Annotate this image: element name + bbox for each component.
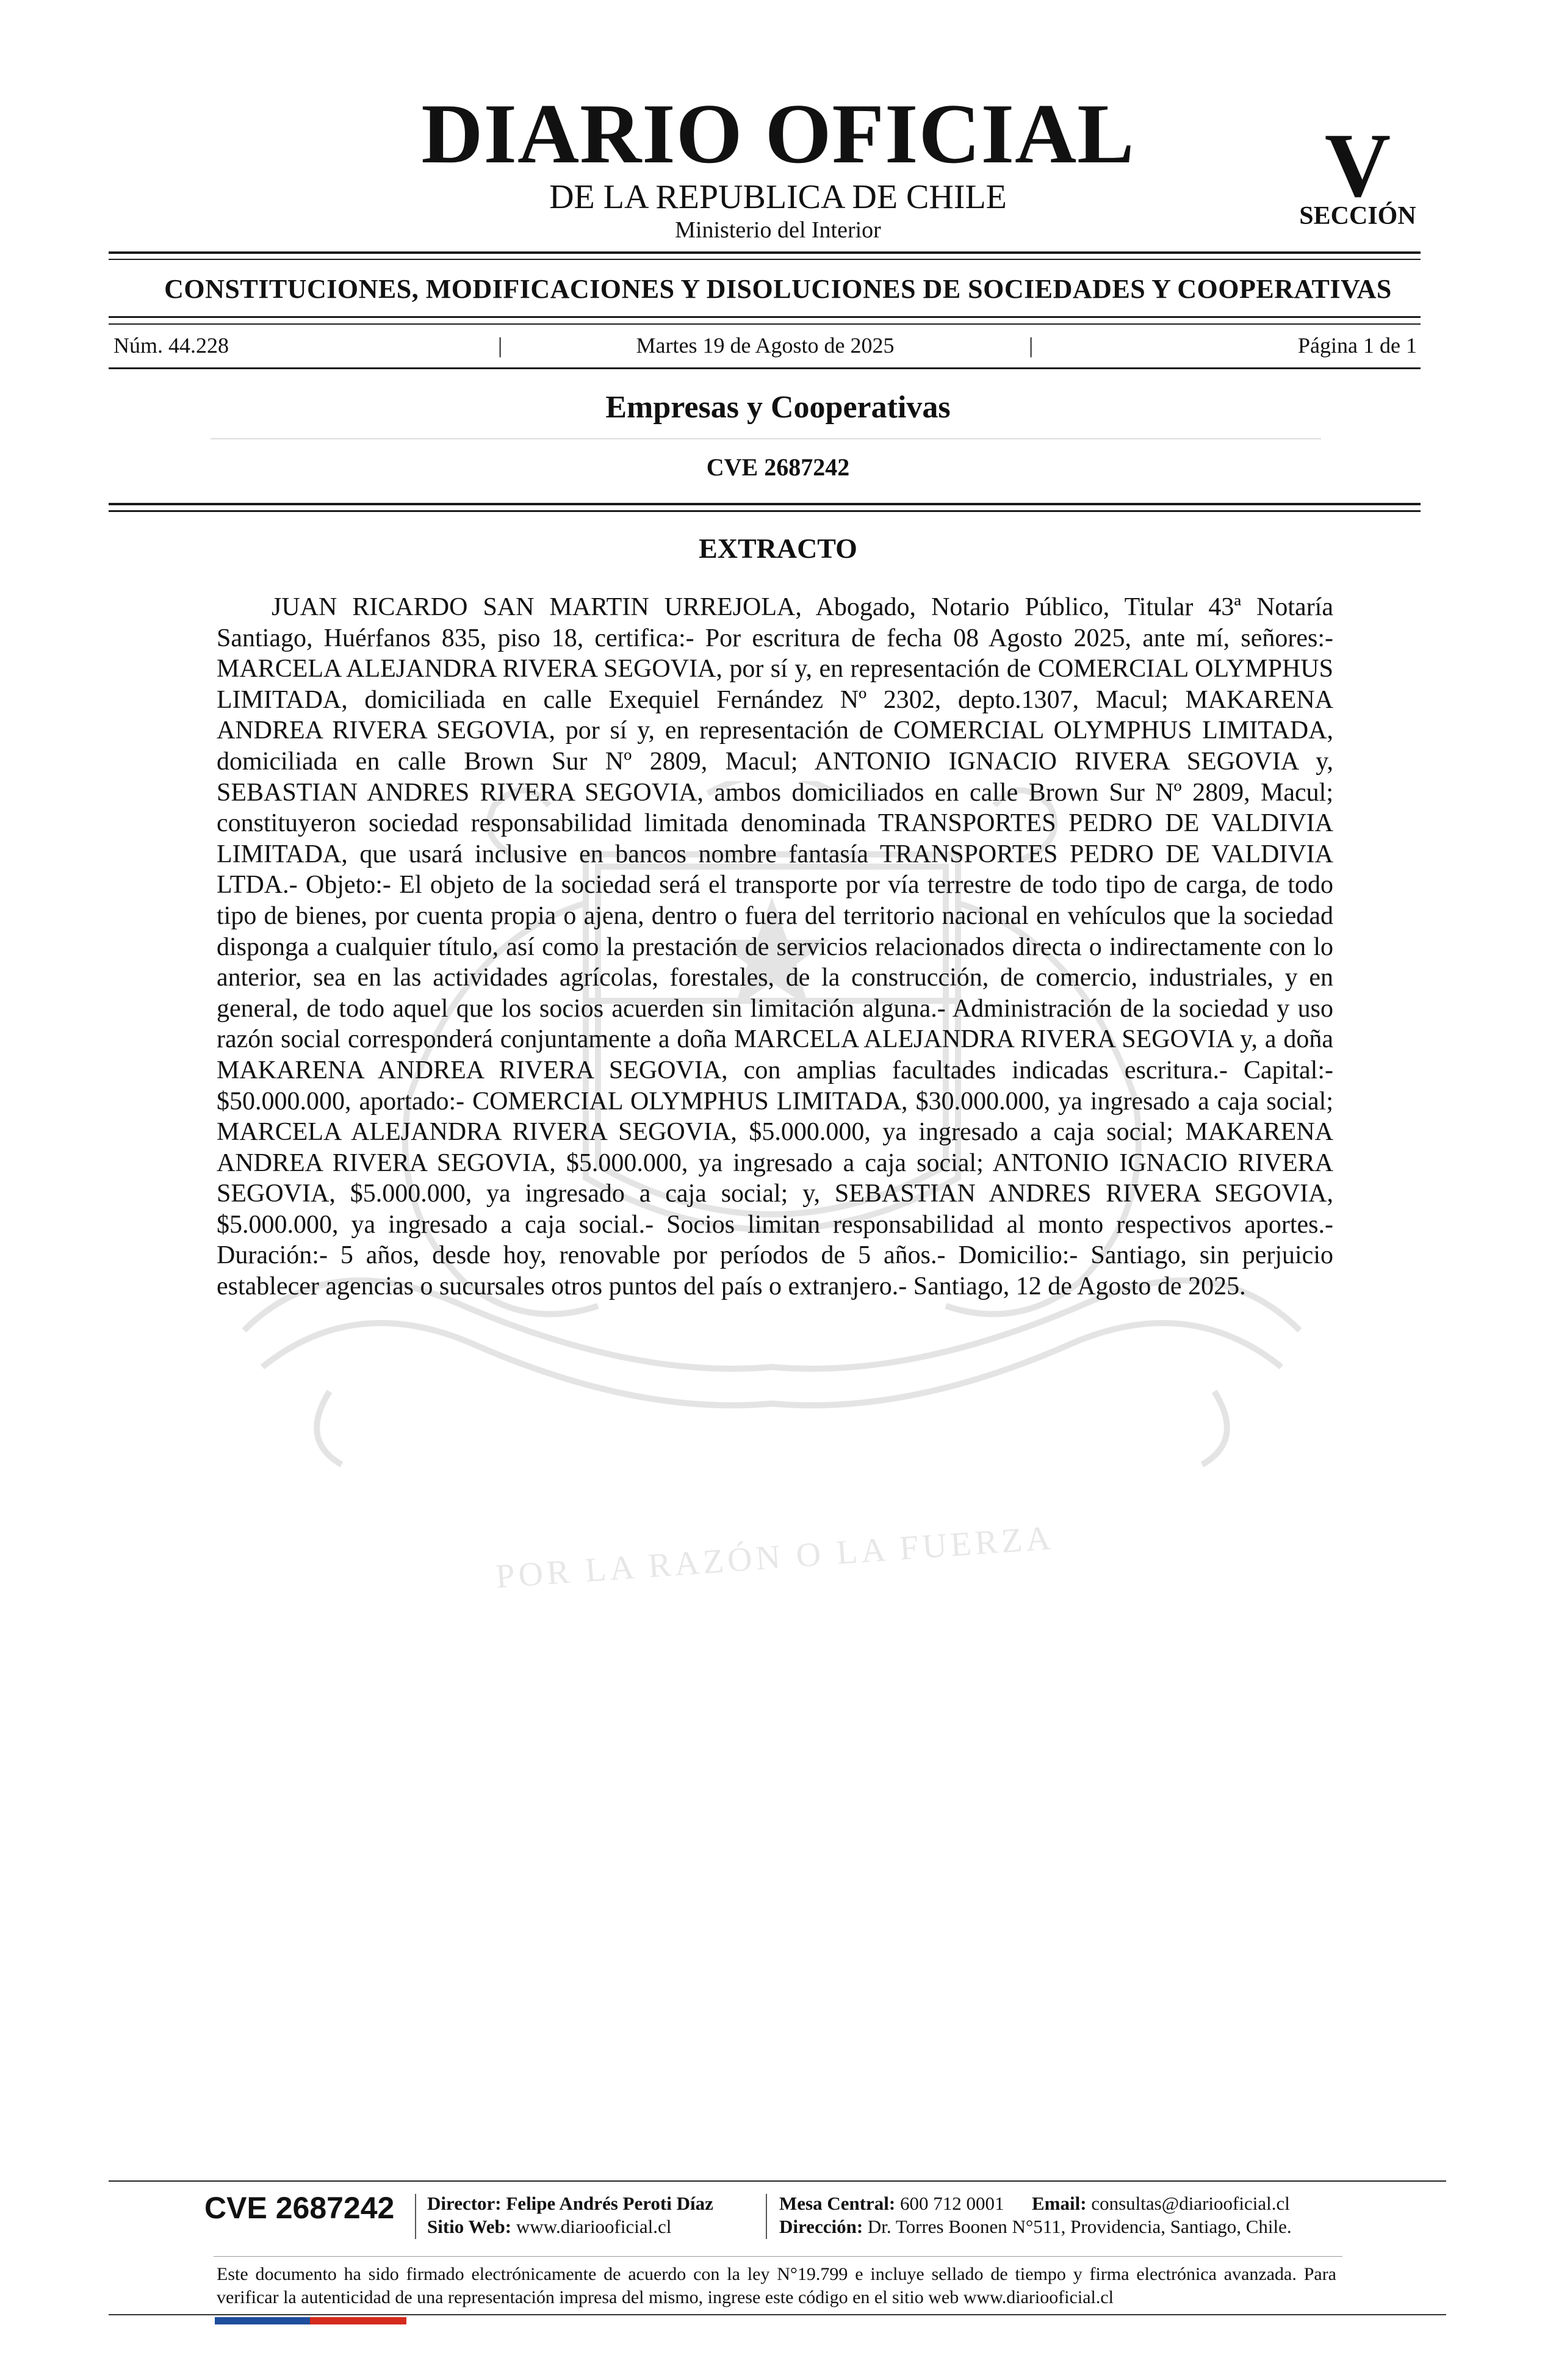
cve-rule-thin bbox=[109, 510, 1421, 512]
masthead-ministry: Ministerio del Interior bbox=[675, 217, 881, 243]
section-letter: V bbox=[1324, 115, 1391, 216]
footer-rule-mid bbox=[214, 2256, 1342, 2257]
issue-date: Martes 19 de Agosto de 2025 bbox=[636, 333, 895, 358]
footer-rule-bottom bbox=[109, 2314, 1446, 2315]
section-title-rule bbox=[211, 438, 1321, 439]
header-rule-thin bbox=[109, 259, 1421, 260]
document-section-title: Empresas y Cooperativas bbox=[605, 390, 951, 425]
address-label: Dirección: bbox=[779, 2216, 863, 2237]
flag-stripe-red bbox=[310, 2317, 406, 2324]
document-cve: CVE 2687242 bbox=[706, 453, 850, 481]
footer-divider bbox=[766, 2194, 767, 2239]
footer-address bbox=[779, 2215, 1292, 2238]
banner-rule-thin bbox=[109, 323, 1421, 325]
email-link[interactable]: consultas@diariooficial.cl bbox=[1091, 2193, 1290, 2214]
header-rule-thick bbox=[109, 251, 1421, 254]
footer-divider bbox=[415, 2194, 416, 2239]
issue-number: Núm. 44.228 bbox=[113, 333, 229, 358]
cve-rule-thick bbox=[109, 503, 1421, 505]
issue-info-bar bbox=[113, 333, 1417, 361]
phone-label: Mesa Central: bbox=[779, 2193, 896, 2214]
page-count: Página 1 de 1 bbox=[1298, 333, 1417, 358]
email-label: Email: bbox=[1032, 2193, 1087, 2214]
banner-rule-thick bbox=[109, 316, 1421, 318]
section-banner: CONSTITUCIONES, MODIFICACIONES Y DISOLUCIONES DE SOCIEDADES Y COOPERATIVAS bbox=[164, 274, 1392, 304]
info-separator: | bbox=[498, 333, 503, 358]
footer-contact bbox=[779, 2192, 1290, 2215]
watermark-motto: POR LA RAZÓN O LA FUERZA bbox=[494, 1519, 1056, 1596]
info-separator: | bbox=[1029, 333, 1034, 358]
masthead-title: DIARIO OFICIAL bbox=[421, 87, 1135, 181]
footer-website bbox=[427, 2215, 671, 2238]
footer-director bbox=[427, 2192, 713, 2215]
document-heading: EXTRACTO bbox=[699, 533, 857, 564]
address-value: Dr. Torres Boonen N°511, Providencia, Santiago, Chile. bbox=[867, 2216, 1292, 2237]
info-rule bbox=[109, 367, 1421, 369]
masthead-subtitle: DE LA REPUBLICA DE CHILE bbox=[549, 178, 1007, 216]
director-name: Felipe Andrés Peroti Díaz bbox=[506, 2193, 713, 2214]
phone-value: 600 712 0001 bbox=[900, 2193, 1004, 2214]
footer-legal-note: Este documento ha sido firmado electrónicamente de acuerdo con la ley N°19.799 e incluye sellado de tiempo y firma electrónica avanzada. Para verificar la autenticidad de una representación impresa del mismo, ingrese este código en el sitio web www.diariooficial.cl bbox=[217, 2264, 1336, 2307]
director-label: Director: bbox=[427, 2193, 502, 2214]
footer-cve: CVE 2687242 bbox=[204, 2191, 395, 2225]
website-link[interactable]: www.diariooficial.cl bbox=[516, 2216, 672, 2237]
flag-stripe-blue bbox=[215, 2317, 310, 2324]
footer-rule-top bbox=[109, 2180, 1446, 2182]
website-label: Sitio Web: bbox=[427, 2216, 512, 2237]
section-label: SECCIÓN bbox=[1299, 202, 1416, 230]
document-body: JUAN RICARDO SAN MARTIN URREJOLA, Abogado, Notario Público, Titular 43ª Notaría Santiago, Huérfanos 835, piso 18, certifica:- Por escritura de fecha 08 Agosto 2025, ante mí, señores:- MARCELA ALEJANDRA RIVERA SEGOVIA, por sí y, en representación de COMERCIAL OLYMPHUS LIMITADA, domiciliada en calle Exequiel Fernández Nº 2302, depto.1307, Macul; MAKARENA ANDREA RIVERA SEGOVIA, por sí y, en representación de COMERCIAL OLYMPHUS LIMITADA, domiciliada en calle Brown Sur Nº 2809, Macul; ANTONIO IGNACIO RIVERA SEGOVIA y, SEBASTIAN ANDRES RIVERA SEGOVIA, ambos domiciliados en calle Brown Sur Nº 2809, Macul; constituyeron sociedad responsabilidad limitada denominada TRANSPORTES PEDRO DE VALDIVIA LIMITADA, que usará inclusive en bancos nombre fantasía TRANSPORTES PEDRO DE VALDIVIA LTDA.- Objeto:- El objeto de la sociedad será el transporte por vía terrestre de todo tipo de carga, de todo tipo de bienes, por cuenta propia o ajena, dentro o fuera del territorio nacional en vehículos que la sociedad disponga a cualquier título, así como la prestación de servicios relacionados directa o indirectamente con lo anterior, sea en las actividades agrícolas, forestales, de la construcción, de comercio, industriales, y en general, de todo aquel que los socios acuerden sin limitación alguna.- Administración de la sociedad y uso razón social corresponderá conjuntamente a doña MARCELA ALEJANDRA RIVERA SEGOVIA y, a doña MAKARENA ANDREA RIVERA SEGOVIA, con amplias facultades indicadas escritura.- Capital:- $50.000.000, aportado:- COMERCIAL OLYMPHUS LIMITADA, $30.000.000, ya ingresado a caja social; MARCELA ALEJANDRA RIVERA SEGOVIA, $5.000.000, ya ingresado a caja social; MAKARENA ANDREA RIVERA SEGOVIA, $5.000.000, ya ingresado a caja social; ANTONIO IGNACIO RIVERA SEGOVIA, $5.000.000, ya ingresado a caja social; y, SEBASTIAN ANDRES RIVERA SEGOVIA, $5.000.000, ya ingresado a caja social.- Socios limitan responsabilidad al monto respectivos aportes.- Duración:- 5 años, desde hoy, renovable por períodos de 5 años.- Domicilio:- Santiago, sin perjuicio establecer agencias o sucursales otros puntos del país o extranjero.- Santiago, 12 de Agosto de 2025. bbox=[217, 593, 1333, 1301]
